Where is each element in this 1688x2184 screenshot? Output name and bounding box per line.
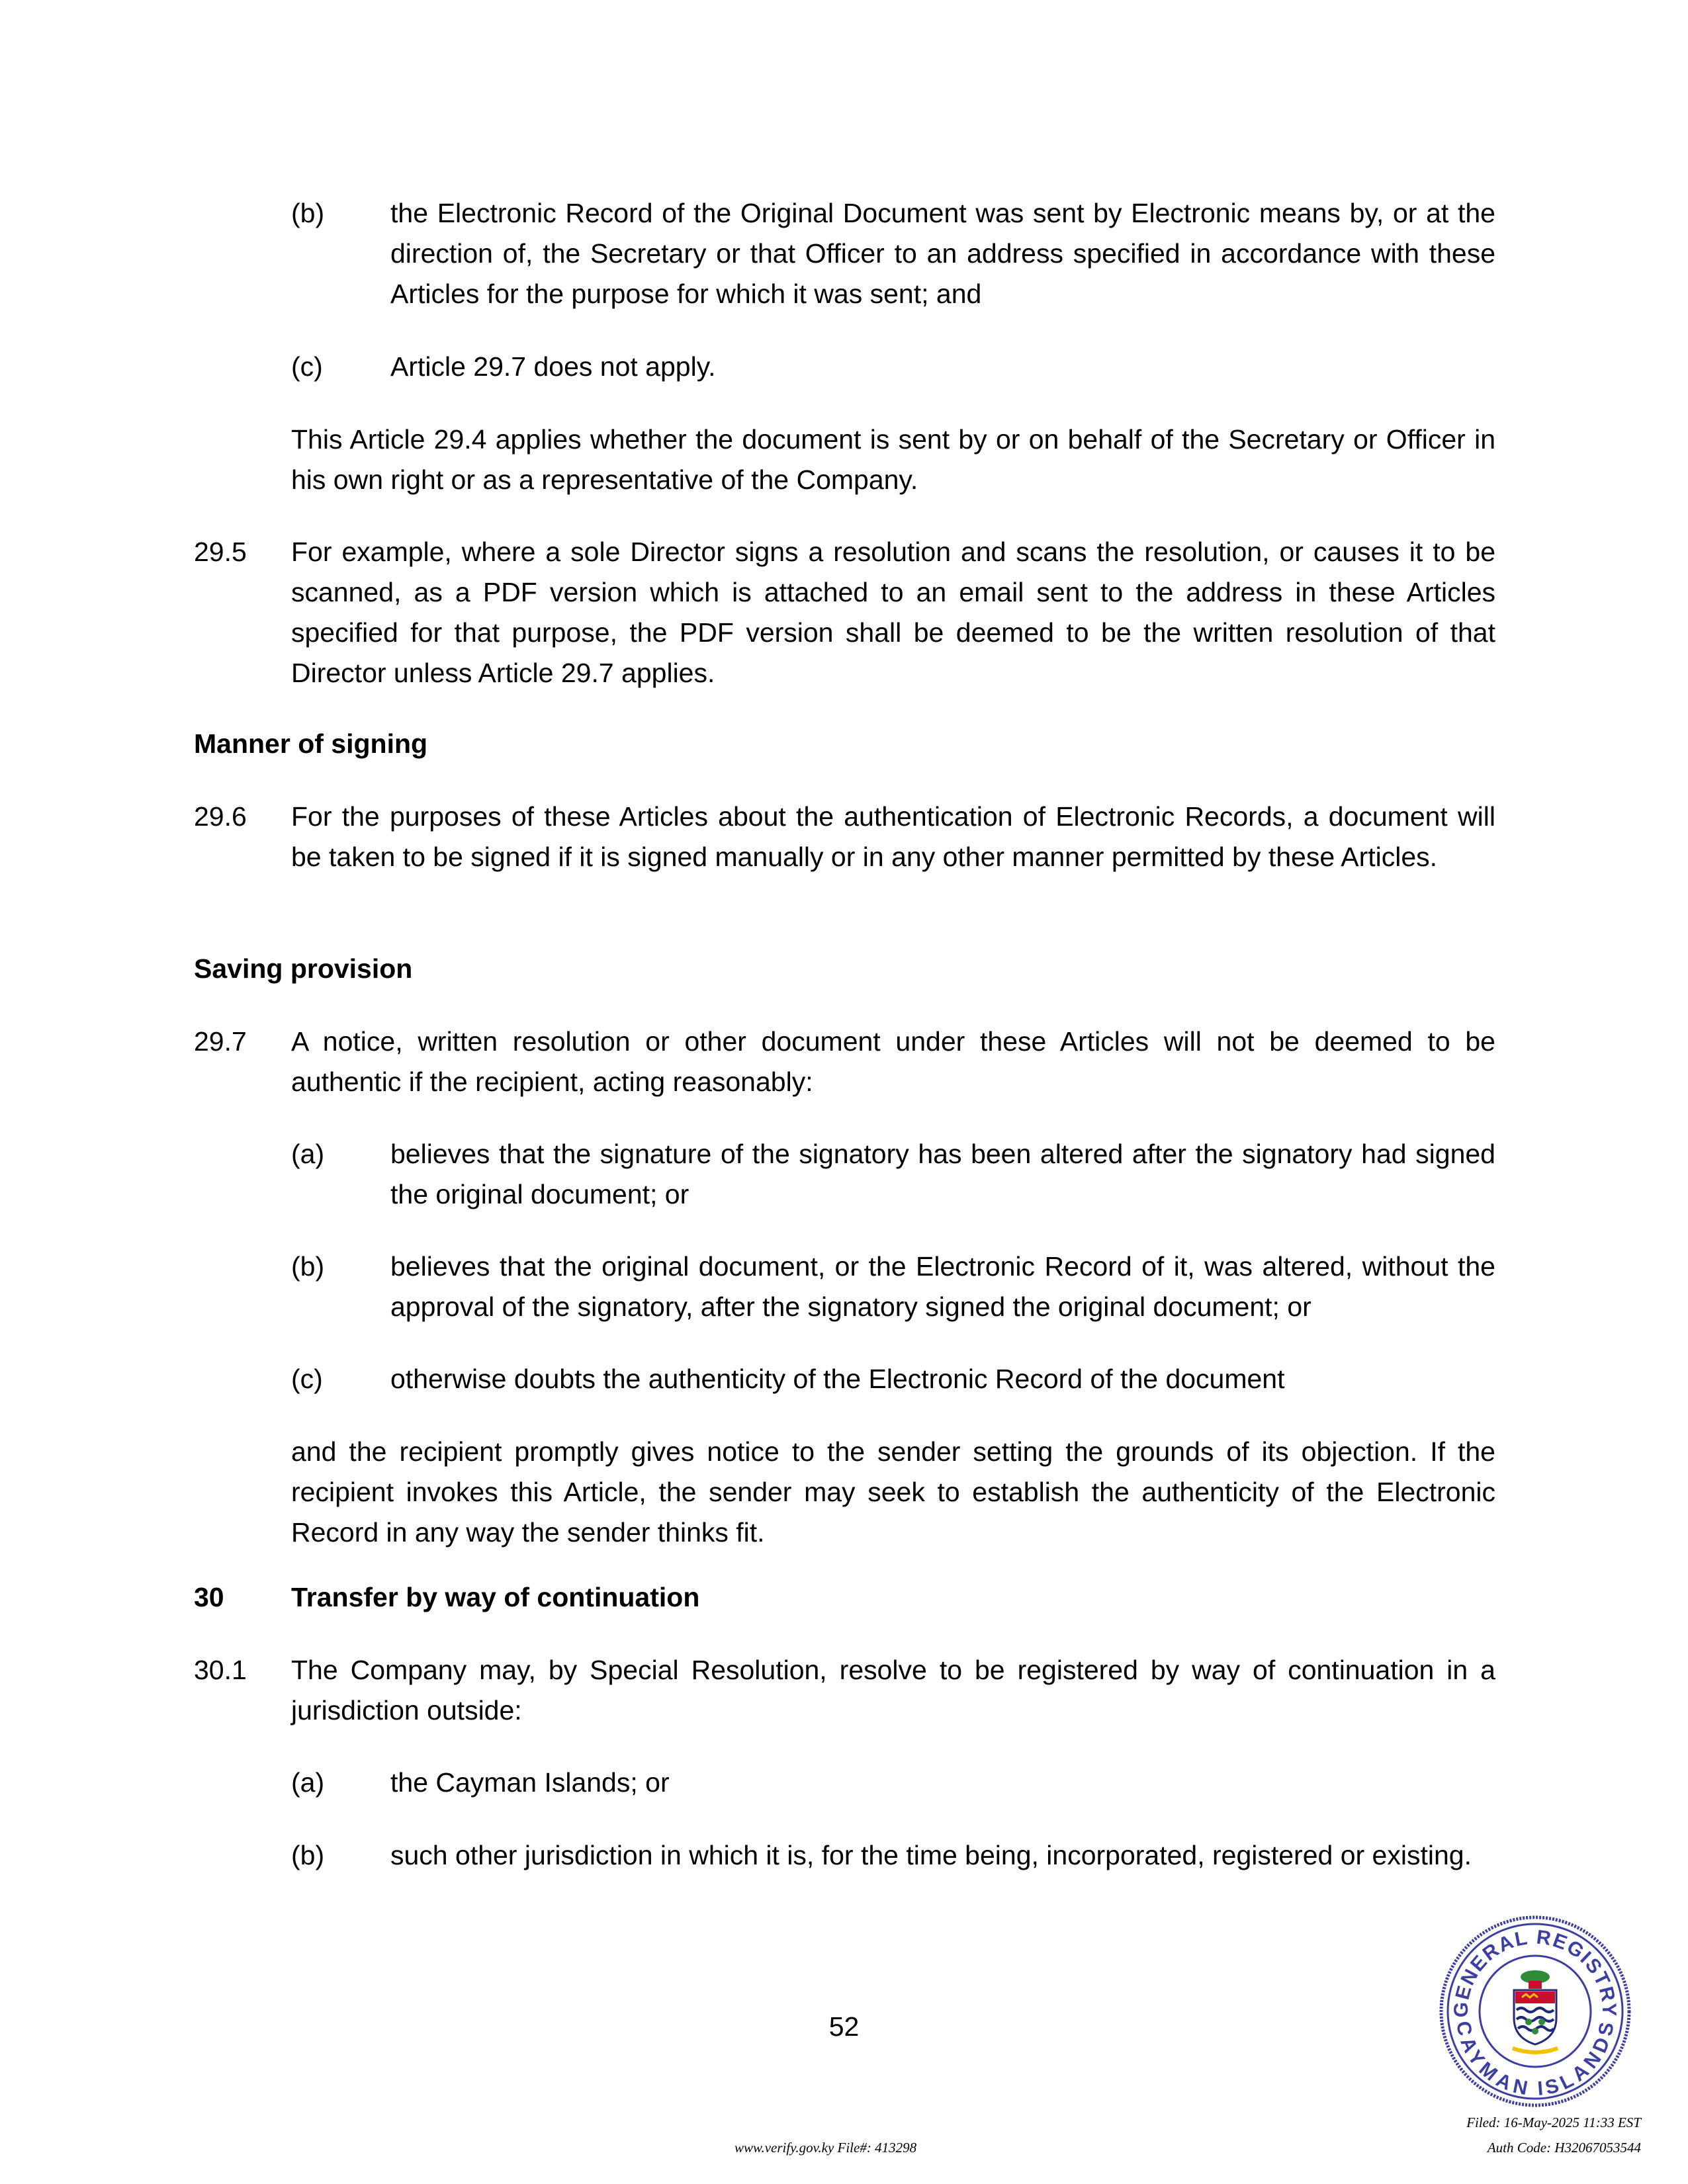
item-label: (b) xyxy=(291,1840,325,1870)
verification-footer: www.verify.gov.ky File#: 413298 xyxy=(734,2140,917,2156)
item-text: believes that the signature of the signatory has been altered after the signatory had signed the original document; or xyxy=(390,1139,1495,1209)
section-number: 30 xyxy=(194,1582,224,1612)
clause-text: A notice, written resolution or other document under these Articles will not be deemed to be authentic if the recipient, acting reasonably: xyxy=(291,1026,1495,1097)
item-text: the Electronic Record of the Original Document was sent by Electronic means by, or at the direction of, the Secretary or that Officer to an address specified in accordance with these Articles for the purpose for which it was sent; and xyxy=(390,198,1495,309)
section-heading: Manner of signing xyxy=(194,728,428,759)
item-label: (a) xyxy=(291,1139,325,1169)
section-heading: Saving provision xyxy=(194,953,413,984)
item-label: (a) xyxy=(291,1767,325,1798)
clause-number: 29.5 xyxy=(194,537,247,567)
item-text: believes that the original document, or the Electronic Record of it, was altered, without the approval of the signatory, after the signatory signed the original document; or xyxy=(390,1251,1495,1322)
clause-text: For the purposes of these Articles about the authentication of Electronic Records, a document will be taken to be signed if it is signed manually or in any other manner permitted by these Articles. xyxy=(291,801,1495,872)
seal-top-text: GENERAL REGISTRY xyxy=(1450,1926,1621,2018)
paragraph: and the recipient promptly gives notice to the sender setting the grounds of its objection. If the recipient invokes this Article, the sender may seek to establish the authenticity of the Electronic Record in any way the sender thinks fit. xyxy=(291,1436,1495,1548)
item-label: (b) xyxy=(291,1251,325,1282)
clause-number: 29.6 xyxy=(194,801,247,832)
item-text: otherwise doubts the authenticity of the Electronic Record of the document xyxy=(390,1364,1285,1394)
item-label: (b) xyxy=(291,198,325,228)
section-heading: Transfer by way of continuation xyxy=(291,1582,700,1612)
item-label: (c) xyxy=(291,351,323,382)
coat-of-arms-icon xyxy=(1513,1970,1558,2052)
item-text: Article 29.7 does not apply. xyxy=(390,351,716,382)
item-text: the Cayman Islands; or xyxy=(390,1767,670,1798)
filed-date: Filed: 16-May-2025 11:33 EST xyxy=(1466,2115,1641,2130)
page-number: 52 xyxy=(828,2011,860,2042)
clause-text: The Company may, by Special Resolution, resolve to be registered by way of continuation in a jurisdiction outside: xyxy=(291,1655,1495,1725)
seal-bottom-text: CAYMAN ISLANDS xyxy=(1452,2019,1619,2100)
auth-code: Auth Code: H32067053544 xyxy=(1487,2140,1641,2156)
registry-seal-icon xyxy=(1436,1912,1634,2111)
item-text: such other jurisdiction in which it is, for the time being, incorporated, registered or existing. xyxy=(390,1840,1472,1870)
clause-number: 30.1 xyxy=(194,1655,247,1685)
clause-text: For example, where a sole Director signs a resolution and scans the resolution, or causes it to be scanned, as a PDF version which is attached to an email sent to the address in these Articles specified for that purpose, the PDF version shall be deemed to be the written resolution of that Director unless Article 29.7 applies. xyxy=(291,537,1495,688)
clause-number: 29.7 xyxy=(194,1026,247,1057)
item-label: (c) xyxy=(291,1364,323,1394)
paragraph: This Article 29.4 applies whether the document is sent by or on behalf of the Secretary or Officer in his own right or as a representative of the Company. xyxy=(291,424,1495,495)
